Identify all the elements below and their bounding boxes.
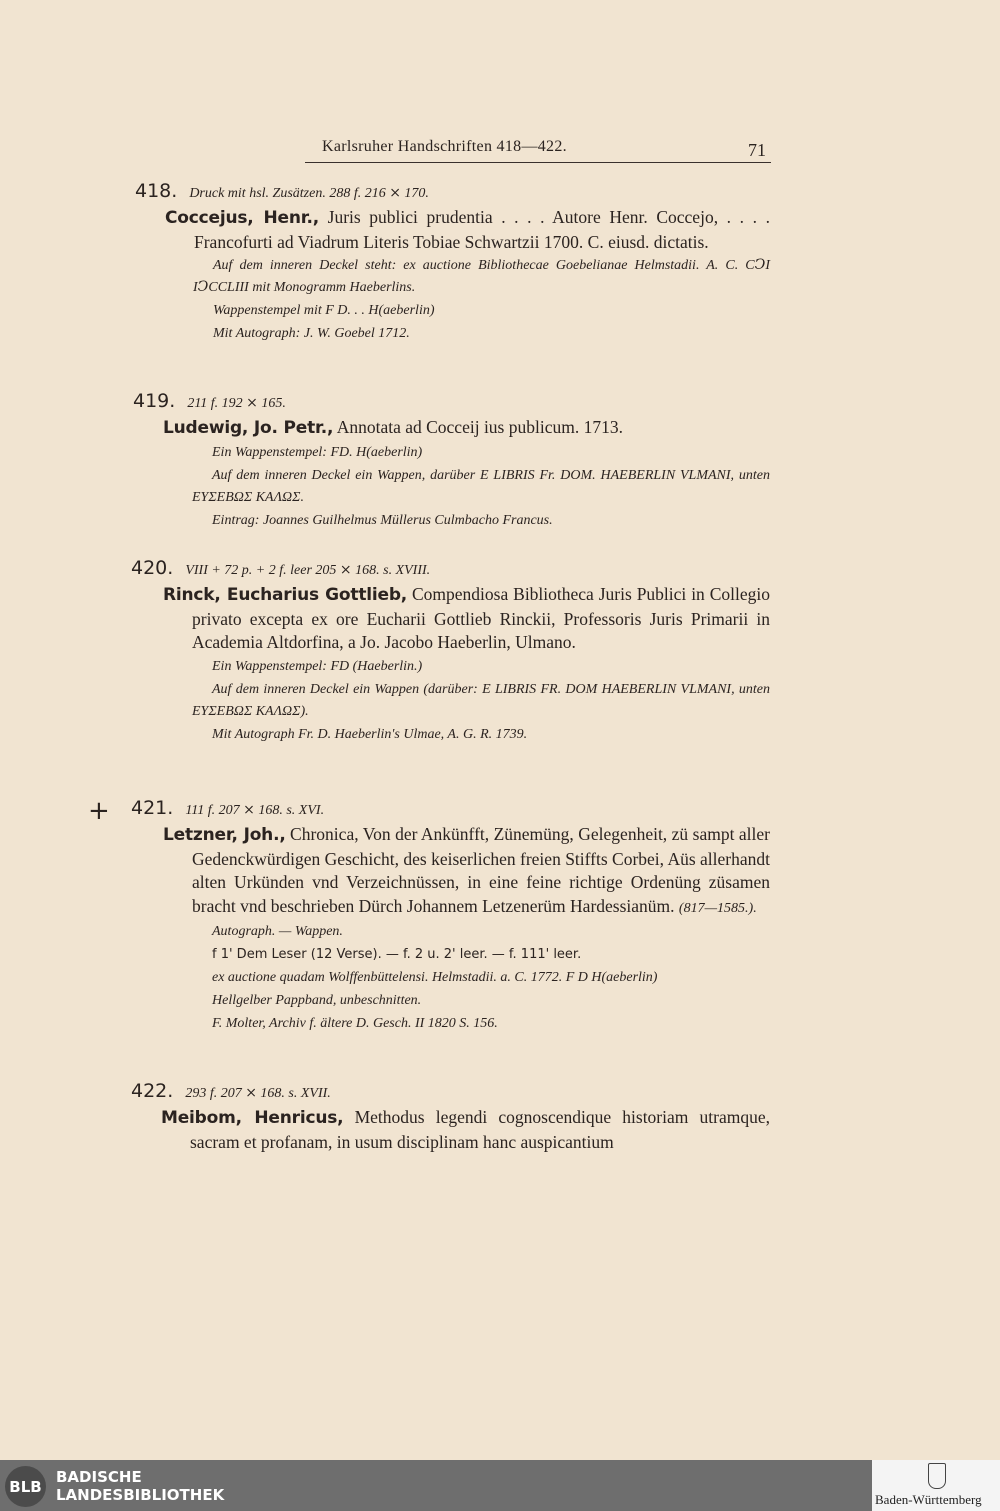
page-number: 71 [748,140,766,160]
entry-note: Eintrag: Joannes Guilhelmus Müllerus Culmbacho Francus. [212,512,553,528]
entry-title-text: Juris publici prudentia . . . . Autore Henr. Coccejo, . . . . Francofurti ad Viadrum Literis Tobiae Schwartzii 1700. C. eiusd. dictatis. [194,207,770,252]
entry-note: F. Molter, Archiv f. ältere D. Gesch. II 1820 S. 156. [212,1016,498,1031]
library-name[interactable] [56,1468,224,1504]
entry-description: VIII + 72 p. + 2 f. leer 205 ⨯ 168. s. XVIII. [185,563,431,578]
entry-author: Meibom, Henricus, [161,1108,344,1128]
margin-plus-mark: + [88,796,110,826]
entry-note: Wappenstempel mit F D. . . H(aeberlin) [213,303,435,318]
catalog-entry-422 [131,1080,770,1154]
entry-description: 293 f. 207 ⨯ 168. s. XVII. [185,1086,331,1101]
entry-author: Coccejus, Henr., [165,208,320,228]
entry-title-text: Compendiosa Bibliotheca Juris Publici in Collegio privato excepta ex ore Eucharii Gottlieb Rinckii, Professoris Juris Primarii in Academia Altdorfina, a Jo. Jacobo Haeberlin, Ulmano. [192,584,770,652]
entry-note: Auf dem inneren Deckel ein Wappen (darüber: E LIBRIS FR. DOM HAEBERLIN VLMANI, unten ΕΥΣΕΒΩΣ ΚΑΛΩΣ). [192,681,770,719]
entry-author: Ludewig, Jo. Petr., [163,418,334,438]
entry-note: ex auctione quadam Wolffenbüttelensi. Helmstadii. a. C. 1772. F D H(aeberlin) [212,970,658,985]
entry-heading [131,797,770,819]
entry-heading [135,180,770,202]
entry-note: Autograph. — Wappen. [212,924,343,939]
catalog-entry-421 [131,797,770,1035]
entry-title [131,583,770,655]
entry-note: Mit Autograph Fr. D. Haeberlin's Ulmae, A. G. R. 1739. [212,726,528,742]
entry-description: 211 f. 192 ⨯ 165. [187,396,286,411]
running-header: Karlsruher Handschriften 418—422. [322,138,567,155]
entry-note: Ein Wappenstempel: FD (Haeberlin.) [212,658,423,674]
entry-date-range: (817—1585.). [678,900,757,916]
library-name-line1: BADISCHE [56,1468,142,1486]
state-name: Baden-Württemberg [875,1492,982,1507]
entry-number: 421. [131,797,174,819]
entry-description: 111 f. 207 ⨯ 168. s. XVI. [185,803,325,818]
catalog-entry-418 [135,180,770,345]
entry-title-text: Chronica, Von der Ankünfft, Zünemüng, Gelegenheit, zü sampt aller Gedenckwürdigen Geschicht, des keiserlichen freien Stiffts Corbei, Aüs allerhandt alten Urkünden vnd Verzeichnüssen, in eine feine richtige Ordenüng züsamen bracht vnd beschrieben Dürch Johannem Letzenerüm Hardessianüm. [192,824,770,916]
catalog-entry-419 [133,390,770,532]
entry-title-text: Methodus legendi cognoscendique historiam utramque, sacram et profanam, in usum disciplinam hanc auspicantium [190,1107,770,1152]
entry-title [133,416,770,441]
entry-heading [131,557,770,579]
entry-heading [131,1080,770,1102]
header-rule [305,162,771,163]
entry-note: Mit Autograph: J. W. Goebel 1712. [213,326,410,341]
entry-note: f 1' Dem Leser (12 Verse). — f. 2 u. 2' leer. — f. 111' leer. [212,947,582,962]
entry-note: Auf dem inneren Deckel ein Wappen, darüber E LIBRIS Fr. DOM. HAEBERLIN VLMANI, unten ΕΥΣΕΒΩΣ ΚΑΛΩΣ. [192,467,770,505]
entry-title [135,206,770,254]
entry-title-text: Annotata ad Cocceij ius publicum. 1713. [333,417,623,437]
state-logo[interactable] [872,1460,1000,1511]
entry-title [131,823,770,920]
blb-logo[interactable]: BLB [5,1466,46,1507]
entry-number: 422. [131,1080,174,1102]
library-name-line2: LANDESBIBLIOTHEK [56,1486,225,1504]
entry-number: 420. [131,557,174,579]
entry-note: Auf dem inneren Deckel steht: ex auctione Bibliothecae Goebelianae Helmstadii. A. C. CↃI IↃCCLIII mit Monogramm Haeberlins. [193,258,770,295]
entry-number: 418. [135,180,178,202]
entry-author: Letzner, Joh., [163,825,286,845]
entry-heading [133,390,770,412]
footer-bar [0,1460,1000,1511]
entry-author: Rinck, Eucharius Gottlieb, [163,585,408,605]
coat-of-arms-icon [928,1463,946,1489]
entry-note: Hellgelber Pappband, unbeschnitten. [212,993,422,1008]
entry-number: 419. [133,390,176,412]
entry-note: Ein Wappenstempel: FD. H(aeberlin) [212,444,423,460]
entry-description: Druck mit hsl. Zusätzen. 288 f. 216 ⨯ 170. [189,186,429,201]
entry-title [131,1106,770,1154]
catalog-entry-420 [131,557,770,746]
